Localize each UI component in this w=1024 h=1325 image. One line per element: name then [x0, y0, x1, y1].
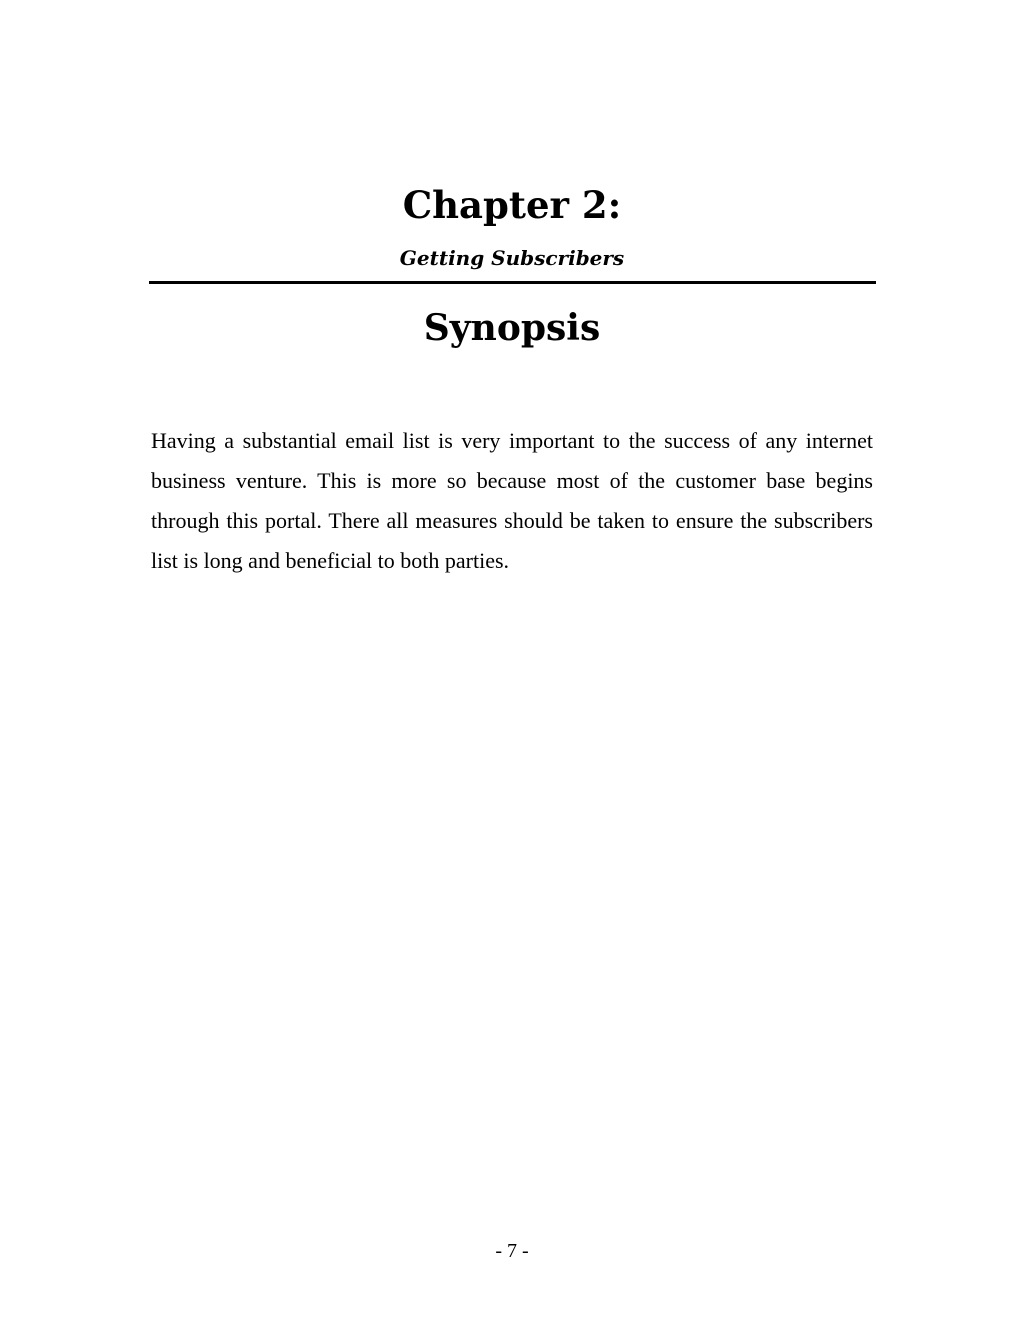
page-number: - 7 -	[495, 1240, 529, 1262]
section-title: Synopsis	[423, 307, 601, 349]
chapter-subtitle: Getting Subscribers	[399, 246, 625, 270]
chapter-title: Chapter 2:	[402, 183, 622, 227]
horizontal-rule	[149, 281, 876, 284]
body-paragraph: Having a substantial email list is very important to the success of any internet business venture. This is more so because most of the customer base begins through this portal. There all measures should be taken to ensure the subscribers list is long and beneficial to both parties.	[151, 428, 873, 573]
